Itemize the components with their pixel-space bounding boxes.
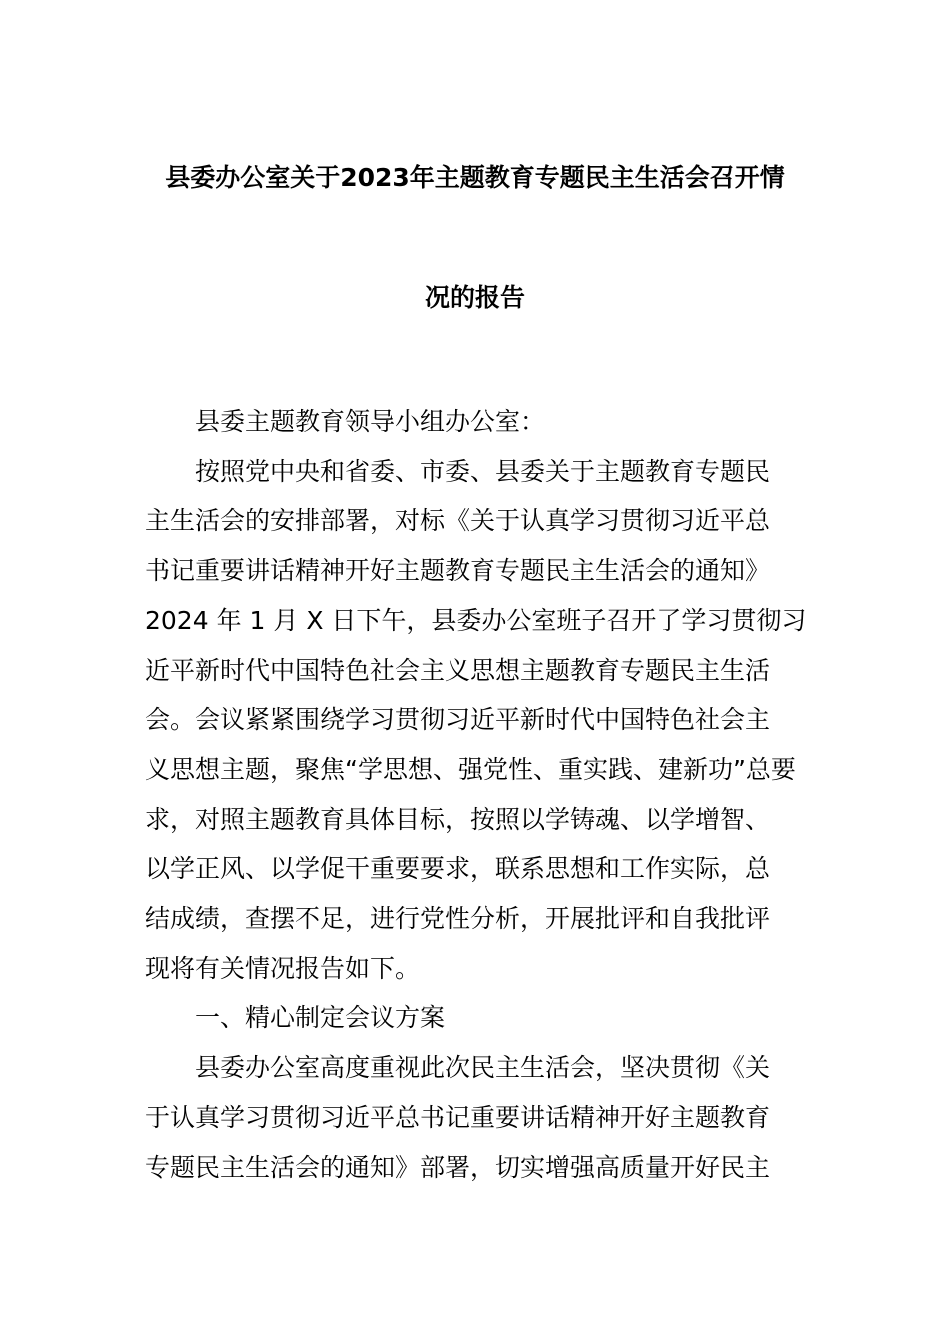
paragraph-line: 专题民主生活会的通知》部署，切实增强高质量开好民主 [145,1152,771,1182]
paragraph-line: 求，对照主题教育具体目标，按照以学铸魂、以学增智、 [145,804,771,834]
salutation-text: 县委主题教育领导小组办公室： [195,407,546,436]
paragraph-line: 书记重要讲话精神开好主题教育专题民主生活会的通知》 [145,556,771,586]
section-heading-text: 一、精心制定会议方案 [195,1003,446,1033]
paragraph-line: 以学正风、以学促干重要要求，联系思想和工作实际，总 [145,854,771,884]
paragraph-1 [145,447,807,994]
paragraph-line: 义思想主题，聚焦“学思想、强党性、重实践、建新功”总要 [145,754,796,784]
document-title-line-2: 况的报告 [424,283,525,312]
document-body [145,397,807,1192]
paragraph-line: 于认真学习贯彻习近平总书记重要讲话精神开好主题教育 [145,1102,771,1132]
paragraph-line: 按照党中央和省委、市委、县委关于主题教育专题民 [195,456,771,486]
section-1-heading [145,993,807,1043]
paragraph-line: 现将有关情况报告如下。 [145,953,421,983]
paragraph-line: 主生活会的安排部署，对标《关于认真学习贯彻习近平总 [145,506,771,536]
paragraph-line: 会。会议紧紧围绕学习贯彻习近平新时代中国特色社会主 [145,705,771,735]
paragraph-2 [145,1043,807,1192]
paragraph-line: 结成绩，查摆不足，进行党性分析，开展批评和自我批评 [145,904,771,934]
document-title-line-1: 县委办公室关于2023年主题教育专题民主生活会召开情 [165,163,785,192]
paragraph-line: 2024 年 1 月 X 日下午，县委办公室班子召开了学习贯彻习 [145,605,807,635]
paragraph-line: 县委办公室高度重视此次民主生活会，坚决贯彻《关 [195,1053,771,1083]
paragraph-line: 近平新时代中国特色社会主义思想主题教育专题民主生活 [145,655,771,685]
salutation [145,397,807,447]
